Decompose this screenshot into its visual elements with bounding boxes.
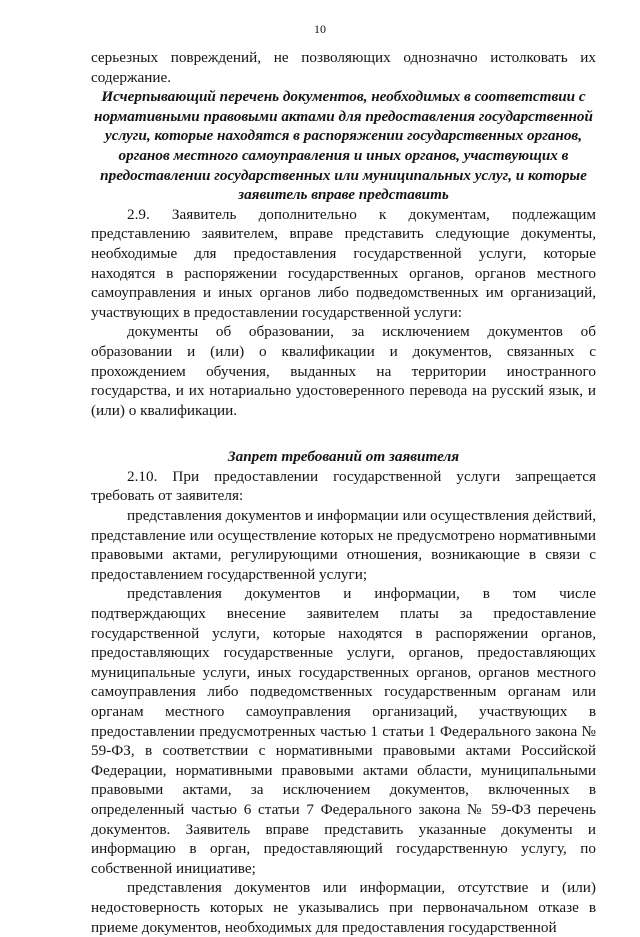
paragraph-2-9: 2.9. Заявитель дополнительно к документам, подлежащим представлению заявителем, вправе представить следующие документы, необходимые для предоставления государственной услуги, которые находятся в распоряжении государственных органов, органов местного самоуправления и иных органов либо подведомственных им организаций, участвующих в предоставлении государственной услуги: xyxy=(91,205,596,321)
paragraph-prohibition-2: представления документов и информации, в том числе подтверждающих внесение заявителем платы за предоставление государственной услуги, которые находятся в распоряжении органов, предоставляющих государственные услуги, органов, предоставляющих муниципальные услуги, иных государственных органов, органов местного самоуправления либо подведомственных государственным органам или органам местного самоуправления организаций, участвующих в предоставлении предусмотренных частью 1 статьи 1 Федерального закона № 59-ФЗ, в соответствии с нормативными правовыми актами Российской Федерации, нормативными правовыми актами области, муниципальными правовыми актами, за исключением документов, включенных в определенный частью 6 статьи 7 Федерального закона № 59-ФЗ перечень документов. Заявитель вправе представить указанные документы и информацию в орган, предоставляющий государственную услугу, по собственной инициативе; xyxy=(91,585,596,877)
paragraph-2-10: 2.10. При предоставлении государственной услуги запрещается требовать от заявителя: xyxy=(91,467,596,505)
paragraph-education-documents: документы об образовании, за исключением документов об образовании и (или) о квалификации и документов, связанных с прохождением обучения, выданных на территории иностранного государства, и их нотариально удостоверенного перевода на русский язык, и (или) о квалификации. xyxy=(91,323,596,419)
section-heading-documents-list: Исчерпывающий перечень документов, необходимых в соответствии с нормативными правовыми актами для предоставления государственной услуги, которые находятся в распоряжении государственных органов, органов местного самоуправления и иных органов, участвующих в предоставлении государственных или муниципальных услуг, и которые заявитель вправе представить xyxy=(94,88,593,204)
page-number: 10 xyxy=(314,22,326,36)
section-gap xyxy=(91,420,596,447)
section-heading-prohibition: Запрет требований от заявителя xyxy=(227,448,460,466)
paragraph-continuation: серьезных повреждений, не позволяющих однозначно истолковать их содержание. xyxy=(91,49,596,86)
paragraph-prohibition-1: представления документов и информации или осуществления действий, представление или осуществление которых не предусмотрено нормативными правовыми актами, регулирующими отношения, возникающие в связи с предоставлением государственной услуги; xyxy=(91,507,596,583)
document-body xyxy=(91,48,596,937)
paragraph-prohibition-3: представления документов или информации, отсутствие и (или) недостоверность которых не указывались при первоначальном отказе в приеме документов, необходимых для предоставления государственной xyxy=(91,879,596,936)
